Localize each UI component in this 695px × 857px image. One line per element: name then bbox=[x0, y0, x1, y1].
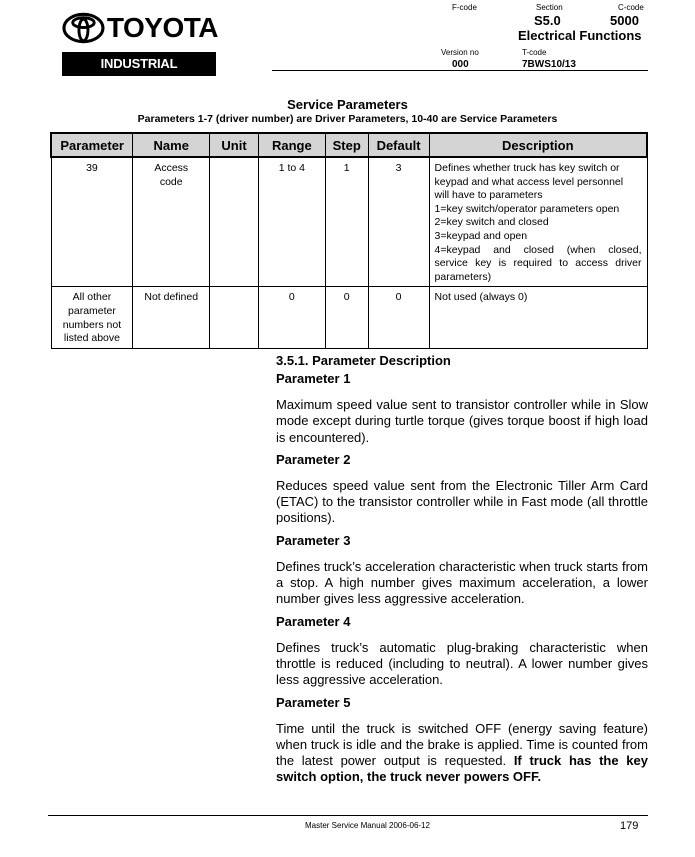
brand-wordmark: TOYOTA bbox=[106, 12, 218, 43]
table-row bbox=[51, 287, 647, 348]
cell-name: Not defined bbox=[133, 287, 210, 348]
table-row bbox=[51, 157, 647, 287]
desc-line: 3=keypad and open bbox=[434, 229, 528, 242]
param-heading: Parameter 1 bbox=[276, 371, 351, 386]
cell-name-line: Access bbox=[154, 162, 189, 174]
cell-description: Not used (always 0) bbox=[429, 287, 647, 348]
footer-manual: Master Service Manual 2006-06-12 bbox=[305, 821, 430, 830]
desc-line: Defines whether truck has key switch or bbox=[434, 162, 620, 174]
desc-line: will have to parameters bbox=[434, 189, 543, 202]
ccode-value: 5000 bbox=[610, 13, 639, 28]
param-text-plain: Time until the truck is switched OFF (energy saving feature) when truck is idle and the brake is applied. Time is counted from the latest power output is requested. bbox=[276, 720, 648, 769]
cell-name-line: code bbox=[159, 175, 183, 188]
version-label: Version no bbox=[441, 48, 479, 57]
table-header-row bbox=[51, 133, 647, 157]
cell-parameter-line: parameter bbox=[68, 304, 116, 317]
col-header-parameter: Parameter bbox=[51, 133, 133, 157]
cell-parameter-line: All other bbox=[72, 291, 112, 304]
desc-line: 1=key switch/operator parameters open bbox=[434, 202, 620, 215]
cell-parameter-line: numbers not bbox=[62, 318, 122, 331]
param-text-bold: If truck has the key switch option, the truck never powers OFF. bbox=[276, 753, 648, 785]
cell-step: 1 bbox=[325, 157, 368, 287]
cell-default: 0 bbox=[368, 287, 429, 348]
desc-line: keypad and what access level personnel bbox=[434, 175, 624, 188]
desc-line: service key is required to access driver bbox=[434, 257, 642, 270]
col-header-step: Step bbox=[325, 133, 368, 157]
toyota-logo bbox=[62, 10, 218, 95]
param-heading: Parameter 4 bbox=[276, 613, 351, 629]
param-heading: Parameter 2 bbox=[276, 451, 351, 467]
desc-line: 2=key switch and closed bbox=[434, 216, 549, 229]
cell-description bbox=[429, 157, 647, 287]
section-label: Section bbox=[536, 3, 563, 12]
fcode-label: F-code bbox=[452, 3, 477, 12]
cell-range: 1 to 4 bbox=[258, 157, 325, 287]
param-text: Defines truck’s acceleration characteristic when truck starts from a stop. A high number gives maximum acceleration, a lower number gives less aggressive acceleration. bbox=[276, 558, 648, 607]
param-text: Defines truck’s automatic plug-braking characteristic when throttle is reduced (including to neutral). A lower number gives less aggressive acceleration. bbox=[276, 639, 648, 688]
tcode-value: 7BWS10/13 bbox=[522, 59, 576, 70]
cell-parameter bbox=[51, 287, 133, 348]
desc-line: parameters) bbox=[434, 270, 492, 283]
cell-name bbox=[133, 157, 210, 287]
cell-step: 0 bbox=[325, 287, 368, 348]
param-text bbox=[276, 721, 648, 786]
desc-line: 4=keypad and closed (when closed, bbox=[434, 243, 642, 256]
cell-default: 3 bbox=[368, 157, 429, 287]
section-value: S5.0 bbox=[534, 13, 561, 28]
param-text: Reduces speed value sent from the Electronic Tiller Arm Card (ETAC) to the transistor controller while in Fast mode (all throttle positions). bbox=[276, 477, 648, 526]
footer-divider bbox=[48, 815, 648, 816]
param-text: Maximum speed value sent to transistor controller while in Slow mode except during turtle torque (gives torque boost if high load is encountered). bbox=[276, 397, 648, 445]
cell-parameter-line: listed above bbox=[63, 332, 120, 345]
version-value: 000 bbox=[452, 59, 469, 70]
tcode-label: T-code bbox=[522, 48, 547, 57]
service-parameters-table bbox=[50, 132, 648, 349]
page-subtitle: Parameters 1-7 (driver number) are Driver Parameters, 10-40 are Service Parameters bbox=[137, 113, 558, 125]
section-title: Electrical Functions bbox=[518, 28, 642, 43]
cell-unit bbox=[210, 287, 259, 348]
toyota-emblem-icon bbox=[62, 12, 105, 44]
param-heading: Parameter 5 bbox=[276, 694, 351, 710]
section-heading: 3.5.1. Parameter Description bbox=[276, 353, 451, 368]
col-header-unit: Unit bbox=[210, 133, 259, 157]
cell-unit bbox=[210, 157, 259, 287]
cell-parameter: 39 bbox=[51, 157, 133, 287]
col-header-default: Default bbox=[368, 133, 429, 157]
ccode-label: C-code bbox=[618, 3, 644, 12]
page-title: Service Parameters bbox=[287, 97, 408, 112]
page-number: 179 bbox=[620, 820, 639, 832]
division-bar: INDUSTRIAL EQUIPMENT bbox=[62, 52, 216, 76]
col-header-range: Range bbox=[258, 133, 325, 157]
col-header-name: Name bbox=[133, 133, 210, 157]
header-divider bbox=[272, 70, 648, 71]
cell-range: 0 bbox=[258, 287, 325, 348]
param-heading: Parameter 3 bbox=[276, 532, 351, 548]
col-header-description: Description bbox=[429, 133, 647, 157]
parameter-description-section bbox=[276, 352, 648, 791]
